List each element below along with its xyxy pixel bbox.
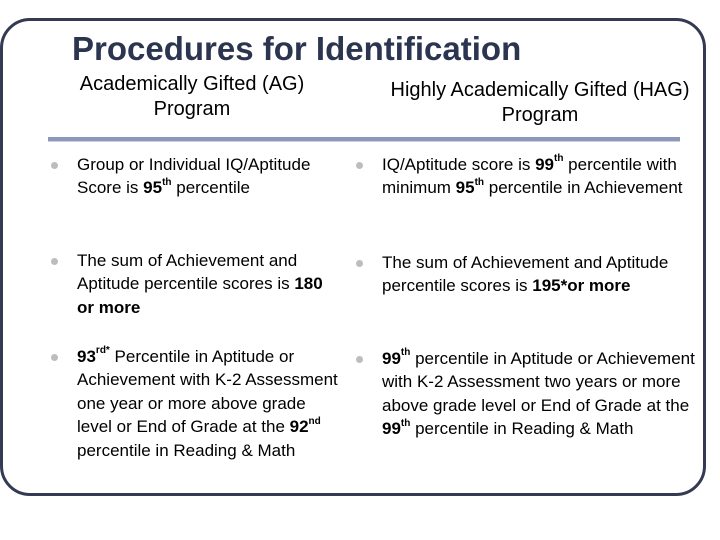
hag-criterion-percentile: 99th percentile in Aptitude or Achievement with K-2 Assessment two years or more above grade level or End of Grade at the 99th percentile in Reading & Math <box>382 347 702 441</box>
hag-criterion-iq-score: IQ/Aptitude score is 99th percentile with minimum 95th percentile in Achievement <box>382 153 702 200</box>
bullet-dot-icon <box>51 354 58 361</box>
ag-criterion-sum-scores: The sum of Achievement and Aptitude percentile scores is 180 or more <box>77 249 342 319</box>
heading-divider <box>48 137 680 142</box>
ag-column-heading: Academically Gifted (AG) Program <box>79 73 305 120</box>
bullet-dot-icon <box>356 260 363 267</box>
slide-title: Procedures for Identification <box>72 30 522 67</box>
hag-criterion-sum-scores: The sum of Achievement and Aptitude percentile scores is 195*or more <box>382 251 702 298</box>
ag-criterion-percentile: $93^{rd*}$ Percentile in Aptitude or Achievement with K-2 Assessment one year or more above grade level or End of Grade at the 92nd percentile in Reading & Math <box>77 345 342 462</box>
ag-criterion-iq-score: Group or Individual IQ/Aptitude Score is 95th percentile <box>77 153 342 200</box>
hag-column-heading: Highly Academically Gifted (HAG) Program <box>390 79 690 126</box>
bullet-dot-icon <box>51 162 58 169</box>
bullet-dot-icon <box>356 356 363 363</box>
bullet-dot-icon <box>51 258 58 265</box>
bullet-dot-icon <box>356 162 363 169</box>
